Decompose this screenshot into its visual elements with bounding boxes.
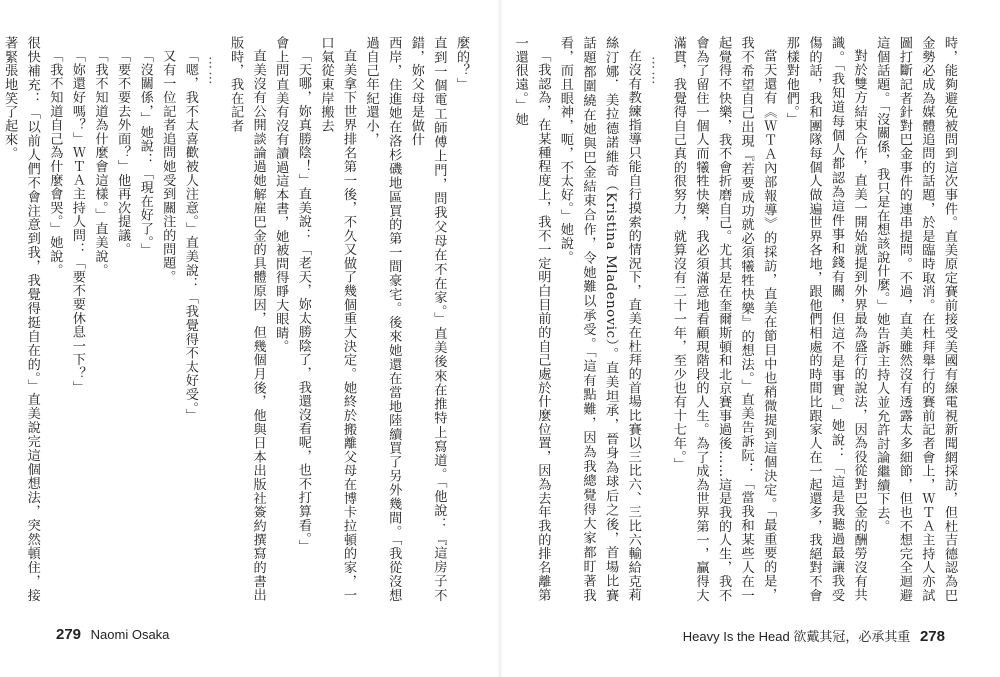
left-page-body: [2, 36, 472, 602]
section-separator: ……: [205, 55, 221, 87]
right-page-body: [512, 36, 960, 602]
paragraph: 「我不知道自己為什麼會哭。」她說。: [47, 49, 63, 278]
paragraph: 當天還有《ＷＴＡ內部報導》的採訪，直美在節目中也稍微提到這個決定。「最重要的是，我不希望自己出現『若要成功就必須犧牲快樂』的想法。」直美告訴阮：「當我和某些人在一起覺得不快樂，我不會折磨自己。尤其是在奎爾斯頓和北京賽事過後……這是我的人生，我不會為了留住一個人而犧牲快樂，我必須滿意地看顧現階段的人生。為了成為世界第一，贏得大滿貫，我覺得自己真的很努力，就算沒有二十一年，至少也有十七年。」: [670, 36, 777, 602]
paragraph: 「我不知道為什麼會這樣。」直美說。: [92, 49, 108, 278]
section-separator: ……: [648, 55, 664, 87]
paragraph: 在沒有教練指導只能自行摸索的情況下，直美在杜拜的首場比賽以三比六、三比六輸給克莉絲汀娜．美拉德諾維奇（Kristina Mladenovic）。直美坦承，晉身為球后之後，首場比賽話題都圍繞在她與巴金結束合作，令她難以承受。「這有點難，因為我總覺得大家都盯著我看，而且眼神，呃，不太好。」她說。: [557, 36, 641, 602]
paragraph: 又有一位記者追問她受到關注的問題。: [160, 49, 176, 284]
left-footer: [56, 626, 175, 643]
paragraph: 直美拿下世界排名第一後，不久又做了幾個重大決定。她終於搬離父母在博卡拉頓的家，一口氣從東岸搬去: [318, 36, 357, 602]
running-title: Naomi Osaka: [90, 627, 170, 642]
paragraph: 時，能夠避免被問到這次事件。直美原定賽前接受美國有線電視新聞網採訪，但杜吉德認為巴金勢必成為媒體追問的話題，於是臨時取消。在杜拜舉行的賽前記者會上，ＷＴＡ主持人亦試圖打斷記者針對巴金事件的連串提問。不過，直美雖然沒有透露太多細節，但也不想完全迴避這個話題。「沒關係，我只是在想該說什麼。」她告訴主持人並允許討論繼續下去。: [874, 36, 957, 602]
paragraph: 「妳還好嗎？」ＷＴＡ主持人問：「要不要休息一下？」: [69, 49, 85, 395]
paragraph: 「嗯，我不太喜歡被人注意。」直美說：「我覺得不太好受。」: [182, 49, 198, 423]
paragraph: 直到一個電工師傅上門，問我父母在不在家。」直美後來在推特上寫道。「他說：『這房子不錯，妳父母是做什: [408, 36, 447, 602]
right-footer: [677, 626, 945, 645]
paragraph: 「要不要去外面？」他再次提議。: [115, 49, 131, 257]
paragraph: 很快補充：「以前人們不會注意到我，我覺得挺自在的。」直美說完這個想法，突然頓住，接著緊張地笑了起來。: [2, 36, 40, 602]
paragraph: 對於雙方結束合作，直美一開始就提到外界最為盛行的說法，因為役從對巴金的酬勞沒有共識。「我知道每個人都認為這件事和錢有關，但這不是事實。」她說：「這是我聽過最讓我受傷的話，我和團隊每個人做遍世界各地，跟他們相處的時間比跟家人在一起還多，我絕對不會那樣對他們。」: [783, 36, 867, 602]
paragraph: 麼的？」: [454, 36, 469, 92]
paragraph: 「沒關係，」她說：「現在好了。」: [137, 49, 153, 257]
page-number: 279: [56, 626, 82, 643]
page-number: 278: [919, 628, 945, 645]
running-title: Heavy Is the Head 欲戴其冠，必承其重: [682, 629, 911, 644]
paragraph: 西岸，住進她在洛杉磯地區買的第一間豪宅。後來她還在當地陸續買了另外幾間。「我從沒想過自己年紀還小，: [363, 36, 402, 602]
paragraph: 直美沒有公開談論過她解雇巴金的具體原因，但幾個月後，他與日本出版社簽約撰寫的書出版時，我在記者: [228, 36, 266, 602]
paragraph: 「天哪，妳真勝陰！」直美說：「老天，妳太勝陰了，我還沒看呢，也不打算看。」: [295, 49, 311, 554]
paragraph: 「我認為，在某種程度上，我不一定明白目前的自己處於什麼位置，因為去年我的排名離第一還很遠。」她: [512, 36, 551, 602]
paragraph: 會上問直美有沒有讀過這本書，她被問得睜大眼睛。: [273, 36, 289, 354]
